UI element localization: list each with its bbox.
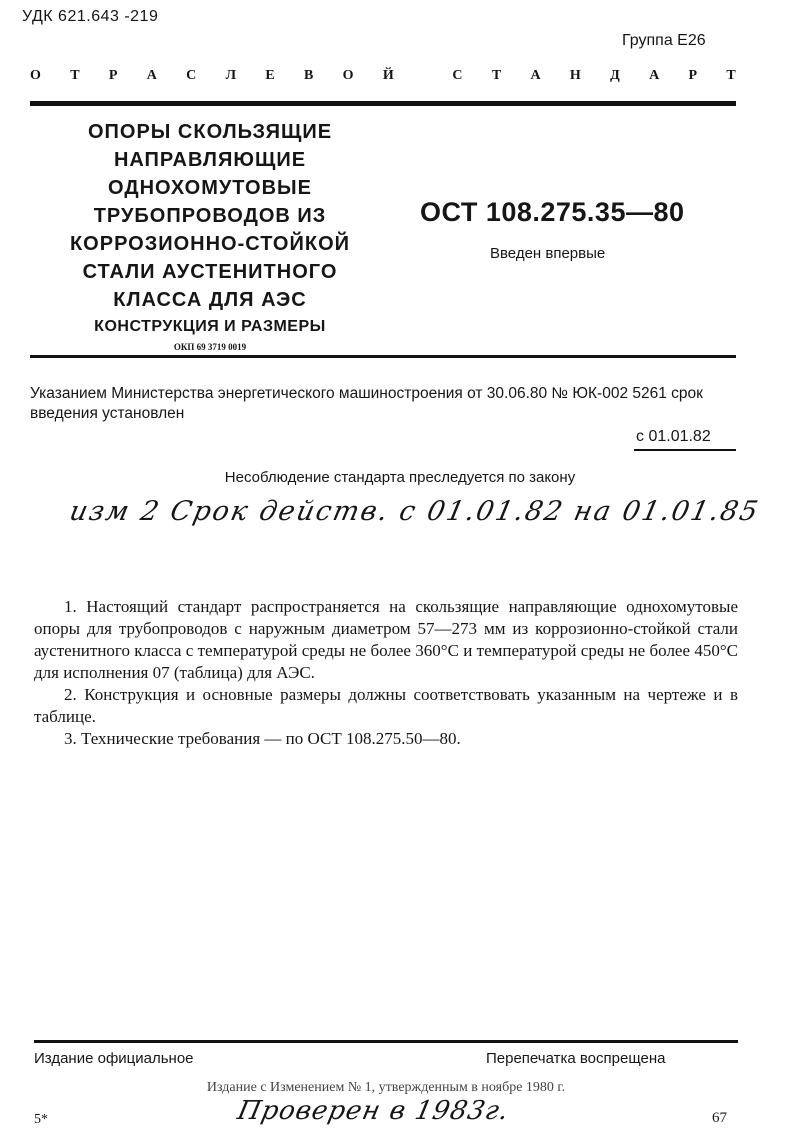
reprint-notice: Перепечатка воспрещена [486,1050,666,1067]
header-letter: Л [225,68,237,83]
udc-code: УДК 621.643 -219 [22,8,159,25]
header-letter: О [30,68,41,83]
header-letter: А [146,68,157,83]
effective-date-underline [634,449,736,451]
standard-title-block [30,118,390,354]
okp-code: ОКП 69 3719 0019 [173,342,247,352]
header-letter: О [342,68,354,83]
handwritten-check-note: Проверен в 1983г. [234,1096,513,1126]
edition-official: Издание официальное [34,1050,194,1067]
footer-rule [34,1040,738,1043]
header-letter: Н [569,68,581,83]
standard-title [30,118,390,314]
header-letter: Д [610,68,620,83]
effective-date: с 01.01.82 [636,428,711,445]
group-code: Группа Е26 [622,32,706,49]
header-rule [30,101,736,106]
body-text [34,596,738,750]
body-paragraph: 3. Технические требования — по ОСТ 108.275.50—80. [64,729,461,748]
amendment-note: Издание с Изменением № 1, утвержденным в ноябре 1980 г. [206,1080,566,1095]
header-letter: Е [265,68,275,83]
header-letter: Р [688,68,698,83]
page-number: 67 [712,1110,727,1126]
header-letter: С [186,68,197,83]
header-letter: Т [70,68,80,83]
header-letter: Т [726,68,736,83]
standard-subtitle: КОНСТРУКЦИЯ И РАЗМЕРЫ [94,318,326,335]
law-note: Несоблюдение стандарта преследуется по закону [224,469,576,486]
title-line: КОРРОЗИОННО-СТОЙКОЙ [69,233,351,255]
header-letter: А [530,68,541,83]
header-letter: А [649,68,660,83]
header-letter: С [452,68,463,83]
title-line: СТАЛИ АУСТЕНИТНОГО [82,261,338,283]
title-line: ОПОРЫ СКОЛЬЗЯЩИЕ [87,121,333,143]
title-line: ТРУБОПРОВОДОВ ИЗ [93,205,327,227]
body-paragraph: 1. Настоящий стандарт распространяется на скользящие направляющие однохомутовые опоры для трубопроводов с наружным диаметром 57—273 мм из коррозионно-стойкой стали аустенитного класса с температурой среды не более 360°С и температурой среды не более 450°С для исполнения 07 (таблица) для АЭС. [34,597,738,682]
header-letter: Т [491,68,502,83]
header-letter: В [304,68,314,83]
title-line: НАПРАВЛЯЮЩИЕ [113,149,307,171]
header-letter: Р [108,68,118,83]
standard-number: ОСТ 108.275.35—80 [420,197,685,227]
introduced-note: Введен впервые [490,245,606,262]
page-mark: 5* [34,1112,48,1127]
standard-type-header [30,68,736,84]
header-letter: Й [382,68,394,83]
title-line: ОДНОХОМУТОВЫЕ [108,177,312,199]
body-paragraph: 2. Конструкция и основные размеры должны соответствовать указанным на чертеже и в таблице. [34,685,738,726]
handwritten-change-note: изм 2 Срок действ. с 01.01.82 на 01.01.85 [66,496,763,527]
title-rule [30,355,736,358]
decree-text: Указанием Министерства энергетического машиностроения от 30.06.80 № ЮК-002 5261 срок введения установлен [30,385,703,422]
title-line: КЛАССА ДЛЯ АЭС [113,289,307,311]
